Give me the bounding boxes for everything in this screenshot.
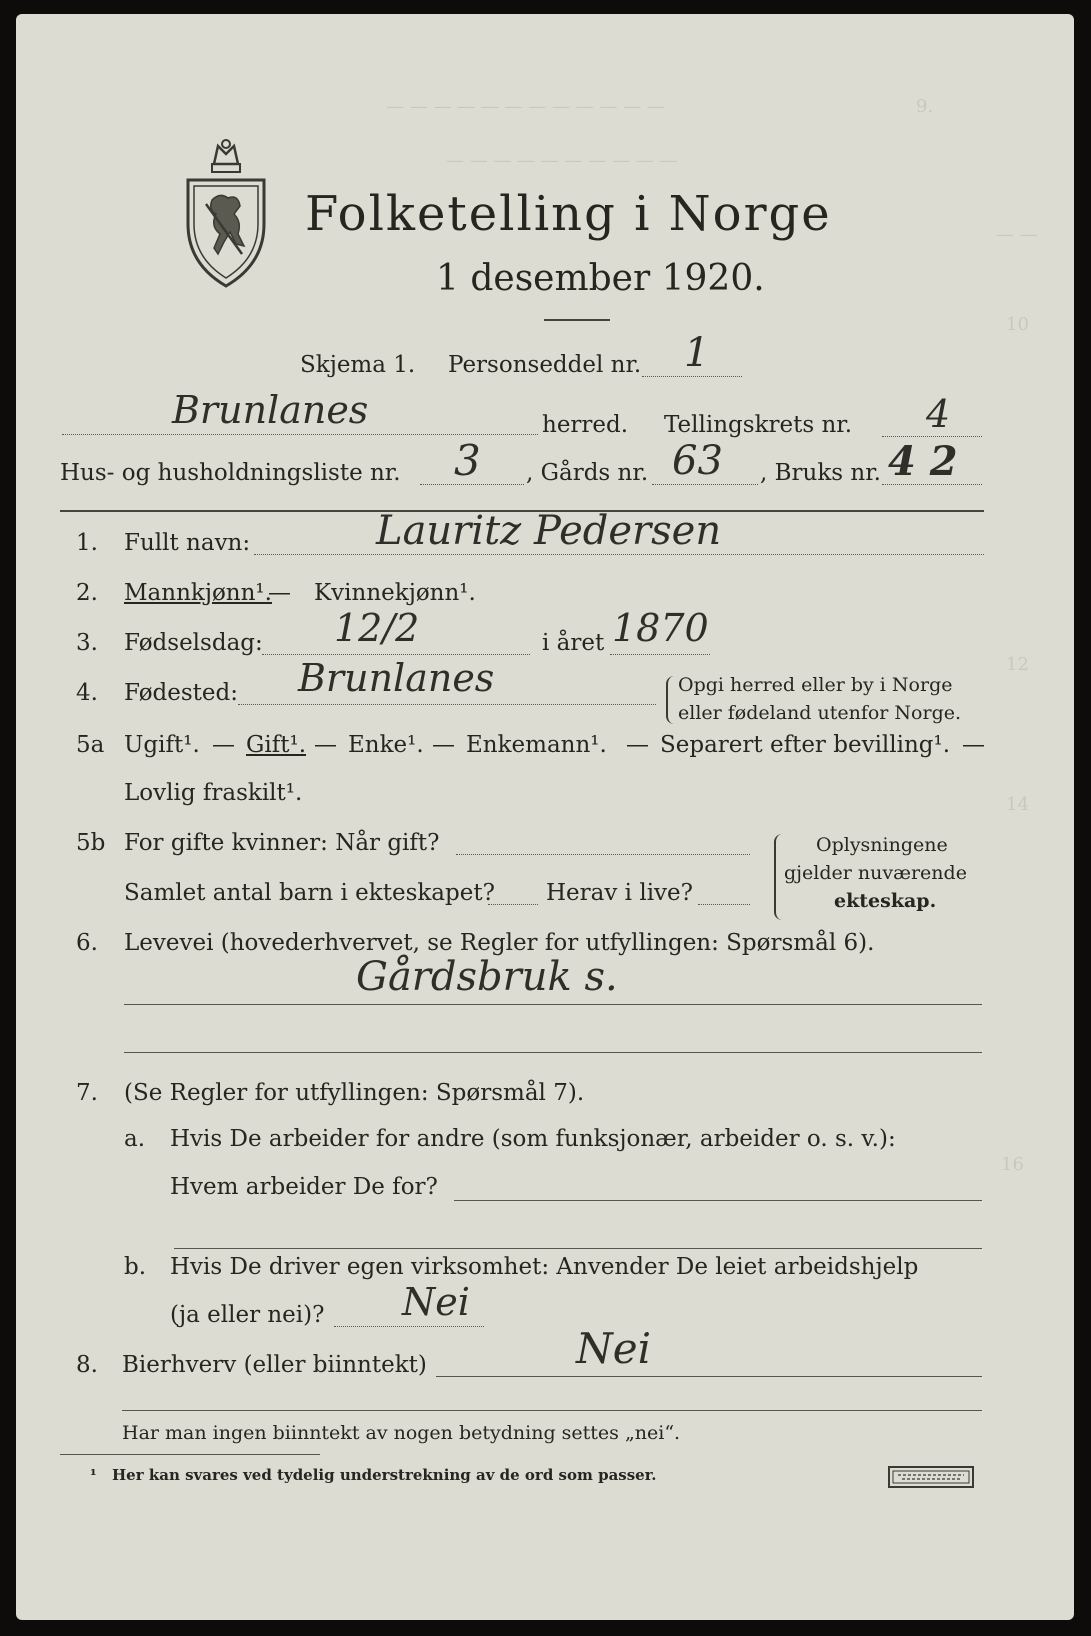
q5a-fraskilt: Lovlig fraskilt¹. [124,780,303,806]
q4-label: Fødested: [124,680,239,706]
census-form-page [16,14,1074,1620]
bleed-through-text: — — — — — — — — — — [446,150,678,171]
bleed-through-text: 12 [1006,654,1029,675]
q6-number: 6. [76,930,98,956]
q3-birthday-value: 12/2 [334,606,420,650]
q5b-alive-label: Herav i live? [546,880,693,906]
gards-label: , Gårds nr. [526,460,649,486]
herred-line [62,434,538,435]
q4-note-line2: eller fødeland utenfor Norge. [678,702,962,724]
q2-separator: — [268,580,291,606]
q5b-note-line2: gjelder nuværende [784,862,967,884]
gards-value: 63 [672,438,723,484]
herred-value: Brunlanes [172,388,369,432]
tellingskrets-value: 4 [926,392,951,436]
tellingskrets-label: Tellingskrets nr. [664,412,853,438]
q2-female-option: Kvinnekjønn¹. [314,580,476,606]
q6-line [124,1004,982,1005]
q5b-alive-line [698,904,750,905]
q3-label: Fødselsdag: [124,630,263,656]
q3-year-value: 1870 [612,606,709,650]
q5a-ugift: Ugift¹. [124,732,200,758]
personseddel-line [642,376,742,377]
q7b-answer-value: Nei [402,1280,470,1324]
husliste-value: 3 [454,436,481,485]
q7b-sub-label: (ja eller nei)? [170,1302,325,1328]
q1-full-name-value: Lauritz Pedersen [376,508,722,554]
tellingskrets-line [882,436,982,437]
q7b-line [334,1326,484,1327]
footnote-divider [60,1454,320,1455]
schema-label: Skjema 1. [300,352,416,378]
q2-number: 2. [76,580,98,606]
q3-line [262,654,530,655]
q5a-enkemann: Enkemann¹. [466,732,607,758]
bleed-through-text: 10 [1006,314,1029,335]
q7a-employer-label: Hvem arbeider De for? [170,1174,438,1200]
q4-line [238,704,656,705]
bruks-label: , Bruks nr. [760,460,881,486]
q7a-line-2 [174,1248,982,1249]
q6-label: Levevei (hovederhvervet, se Regler for utfyllingen: Spørsmål 6). [124,930,875,956]
q4-birthplace-value: Brunlanes [298,656,495,700]
q5a-dash: — [212,732,235,758]
bruks-value: 4 2 [888,438,958,485]
norwegian-coat-of-arms-icon [182,134,270,294]
q6-occupation-value: Gårdsbruk s. [356,954,618,1000]
personseddel-label: Personseddel nr. [448,352,642,378]
q8-label: Bierhverv (eller biinntekt) [122,1352,427,1378]
q5a-dash: — [432,732,455,758]
q2-male-option: Mannkjønn¹. [124,580,272,606]
q8-number: 8. [76,1352,98,1378]
q8-answer-value: Nei [576,1324,652,1373]
q5a-enke: Enke¹. [348,732,424,758]
footnote-mark: ¹ [90,1466,97,1484]
q4-number: 4. [76,680,98,706]
q4-brace [666,676,676,724]
gards-line [652,484,758,485]
q3-year-label: i året [542,630,605,656]
q1-number: 1. [76,530,98,556]
husliste-label: Hus- og husholdningsliste nr. [60,460,401,486]
bleed-through-text: 14 [1006,794,1029,815]
personseddel-value: 1 [684,330,710,376]
q5a-dash: — [962,732,985,758]
q5b-note-line1: Oplysningene [816,834,948,856]
q5a-dash: — [314,732,337,758]
q5a-dash: — [626,732,649,758]
q5b-children-label: Samlet antal barn i ekteskapet? [124,880,495,906]
q5b-number: 5b [76,830,106,856]
q1-label: Fullt navn: [124,530,251,556]
q5a-number: 5a [76,732,105,758]
bleed-through-text: — — — — — — — — — — — — [386,96,665,117]
bleed-through-text: — — [996,224,1038,245]
herred-label: herred. [542,412,629,438]
footnote-text: Her kan svares ved tydelig understrekning av de ord som passer. [112,1466,657,1484]
q5b-married-line [456,854,750,855]
census-date: 1 desember 1920. [436,258,765,299]
q5b-label: For gifte kvinner: Når gift? [124,830,440,856]
q7a-label: Hvis De arbeider for andre (som funksjonær, arbeider o. s. v.): [170,1126,896,1152]
q7a-employer-line [454,1200,982,1201]
q5b-brace [774,834,784,920]
title-divider [544,319,610,321]
q7-number: 7. [76,1080,98,1106]
q7b-label: Hvis De driver egen virksomhet: Anvender De leiet arbeidshjelp [170,1254,919,1280]
q1-line [254,554,984,555]
q5b-note-line3: ekteskap. [834,890,937,912]
q7-label: (Se Regler for utfyllingen: Spørsmål 7). [124,1080,585,1106]
q3-number: 3. [76,630,98,656]
bleed-through-text: 16 [1001,1154,1024,1175]
q6-line-2 [124,1052,982,1053]
q7a-number: a. [124,1126,146,1152]
q7b-number: b. [124,1254,147,1280]
q4-note-line1: Opgi herred eller by i Norge [678,674,953,696]
q3-year-line [610,654,710,655]
form-title: Folketelling i Norge [305,186,832,242]
q5b-children-line [488,904,538,905]
bleed-through-text: 9. [916,96,934,117]
q5a-gift: Gift¹. [246,732,307,758]
q8-line-2 [122,1410,982,1411]
biinntekt-note: Har man ingen biinntekt av nogen betydning settes „nei“. [122,1422,681,1444]
q8-line [436,1376,982,1377]
printer-stamp-icon [888,1466,974,1488]
q5a-separert: Separert efter bevilling¹. [660,732,951,758]
